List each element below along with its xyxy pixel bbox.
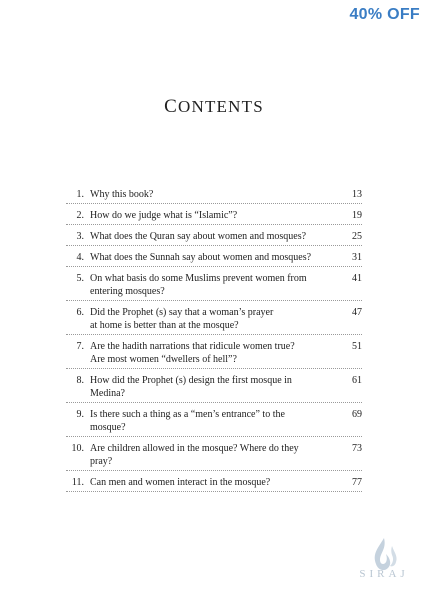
toc-divider: [66, 491, 362, 492]
toc-entry-page: 69: [352, 409, 362, 420]
toc-entry-title: [90, 374, 320, 400]
toc-entry-page: 51: [352, 341, 362, 352]
toc-entry-number: 9.: [76, 409, 84, 420]
toc-divider: [66, 368, 362, 369]
contents-title-text: CONTENTS: [164, 96, 264, 117]
toc-entry-title-line: Are most women “dwellers of hell”?: [90, 354, 237, 365]
toc-entry-number: 10.: [71, 443, 84, 454]
toc-divider: [66, 300, 362, 301]
toc-divider: [66, 334, 362, 335]
toc-entry-title: [90, 442, 320, 468]
toc-entry-number: 5.: [76, 273, 84, 284]
toc-entry-number: 4.: [76, 252, 84, 263]
toc-entry-title: [90, 188, 320, 201]
toc-entry-title-line: Is there such a thing as a “men’s entrance” to the: [90, 409, 285, 420]
toc-entry-number: 7.: [76, 341, 84, 352]
toc-entry-title: [90, 230, 320, 243]
toc-divider: [66, 436, 362, 437]
toc-entry-title: [90, 272, 320, 298]
toc-entry-title-line: Are children allowed in the mosque? Where do they: [90, 443, 299, 454]
toc-entry-title-line: Are the hadith narrations that ridicule women true?: [90, 341, 295, 352]
toc-entry-title: [90, 306, 320, 332]
toc-entry-title-line: entering mosques?: [90, 286, 165, 297]
toc-entry-page: 77: [352, 477, 362, 488]
toc-entry-title-line: mosque?: [90, 422, 126, 433]
toc-entry-title: [90, 209, 320, 222]
contents-title: [0, 96, 428, 118]
toc-divider: [66, 224, 362, 225]
toc-entry-title-line: On what basis do some Muslims prevent women from: [90, 273, 307, 284]
toc-entry-number: 3.: [76, 231, 84, 242]
toc-entry-title-line: Medina?: [90, 388, 125, 399]
toc-entry-number: 11.: [71, 477, 84, 488]
toc-divider: [66, 470, 362, 471]
toc-entry-page: 25: [352, 231, 362, 242]
toc-entry-title-line: pray?: [90, 456, 113, 467]
toc-entry-title-line: Can men and women interact in the mosque?: [90, 477, 271, 488]
toc-entry-title: [90, 251, 320, 264]
toc-entry-title-line: Did the Prophet (s) say that a woman’s prayer: [90, 307, 274, 318]
toc-entry-page: 47: [352, 307, 362, 318]
toc-entry-title-line: How do we judge what is “Islamic”?: [90, 210, 238, 221]
toc-entry-title-line: Why this book?: [90, 189, 154, 200]
toc-entry-page: 73: [352, 443, 362, 454]
toc-entry-page: 41: [352, 273, 362, 284]
discount-badge: 40% OFF: [349, 6, 420, 23]
toc-divider: [66, 203, 362, 204]
toc-entry-title: [90, 340, 320, 366]
toc-entry-page: 31: [352, 252, 362, 263]
toc-entry-number: 2.: [76, 210, 84, 221]
toc-divider: [66, 402, 362, 403]
toc-divider: [66, 266, 362, 267]
toc-divider: [66, 245, 362, 246]
toc-entry-title-line: What does the Quran say about women and mosques?: [90, 231, 307, 242]
toc-entry-page: 19: [352, 210, 362, 221]
toc-entry-number: 8.: [76, 375, 84, 386]
toc-entry-title-line: at home is better than at the mosque?: [90, 320, 239, 331]
flame-drop-icon: [354, 530, 414, 590]
toc-entry-title-line: What does the Sunnah say about women and mosques?: [90, 252, 312, 263]
watermark-text: SIRAJ: [359, 568, 409, 580]
toc-entry-title: [90, 408, 320, 434]
toc-entry-number: 1.: [76, 189, 84, 200]
toc-entry-number: 6.: [76, 307, 84, 318]
toc-entry-title-line: How did the Prophet (s) design the first mosque in: [90, 375, 292, 386]
toc-entry-page: 13: [352, 189, 362, 200]
toc-entry-page: 61: [352, 375, 362, 386]
toc-entry-title: [90, 476, 320, 489]
